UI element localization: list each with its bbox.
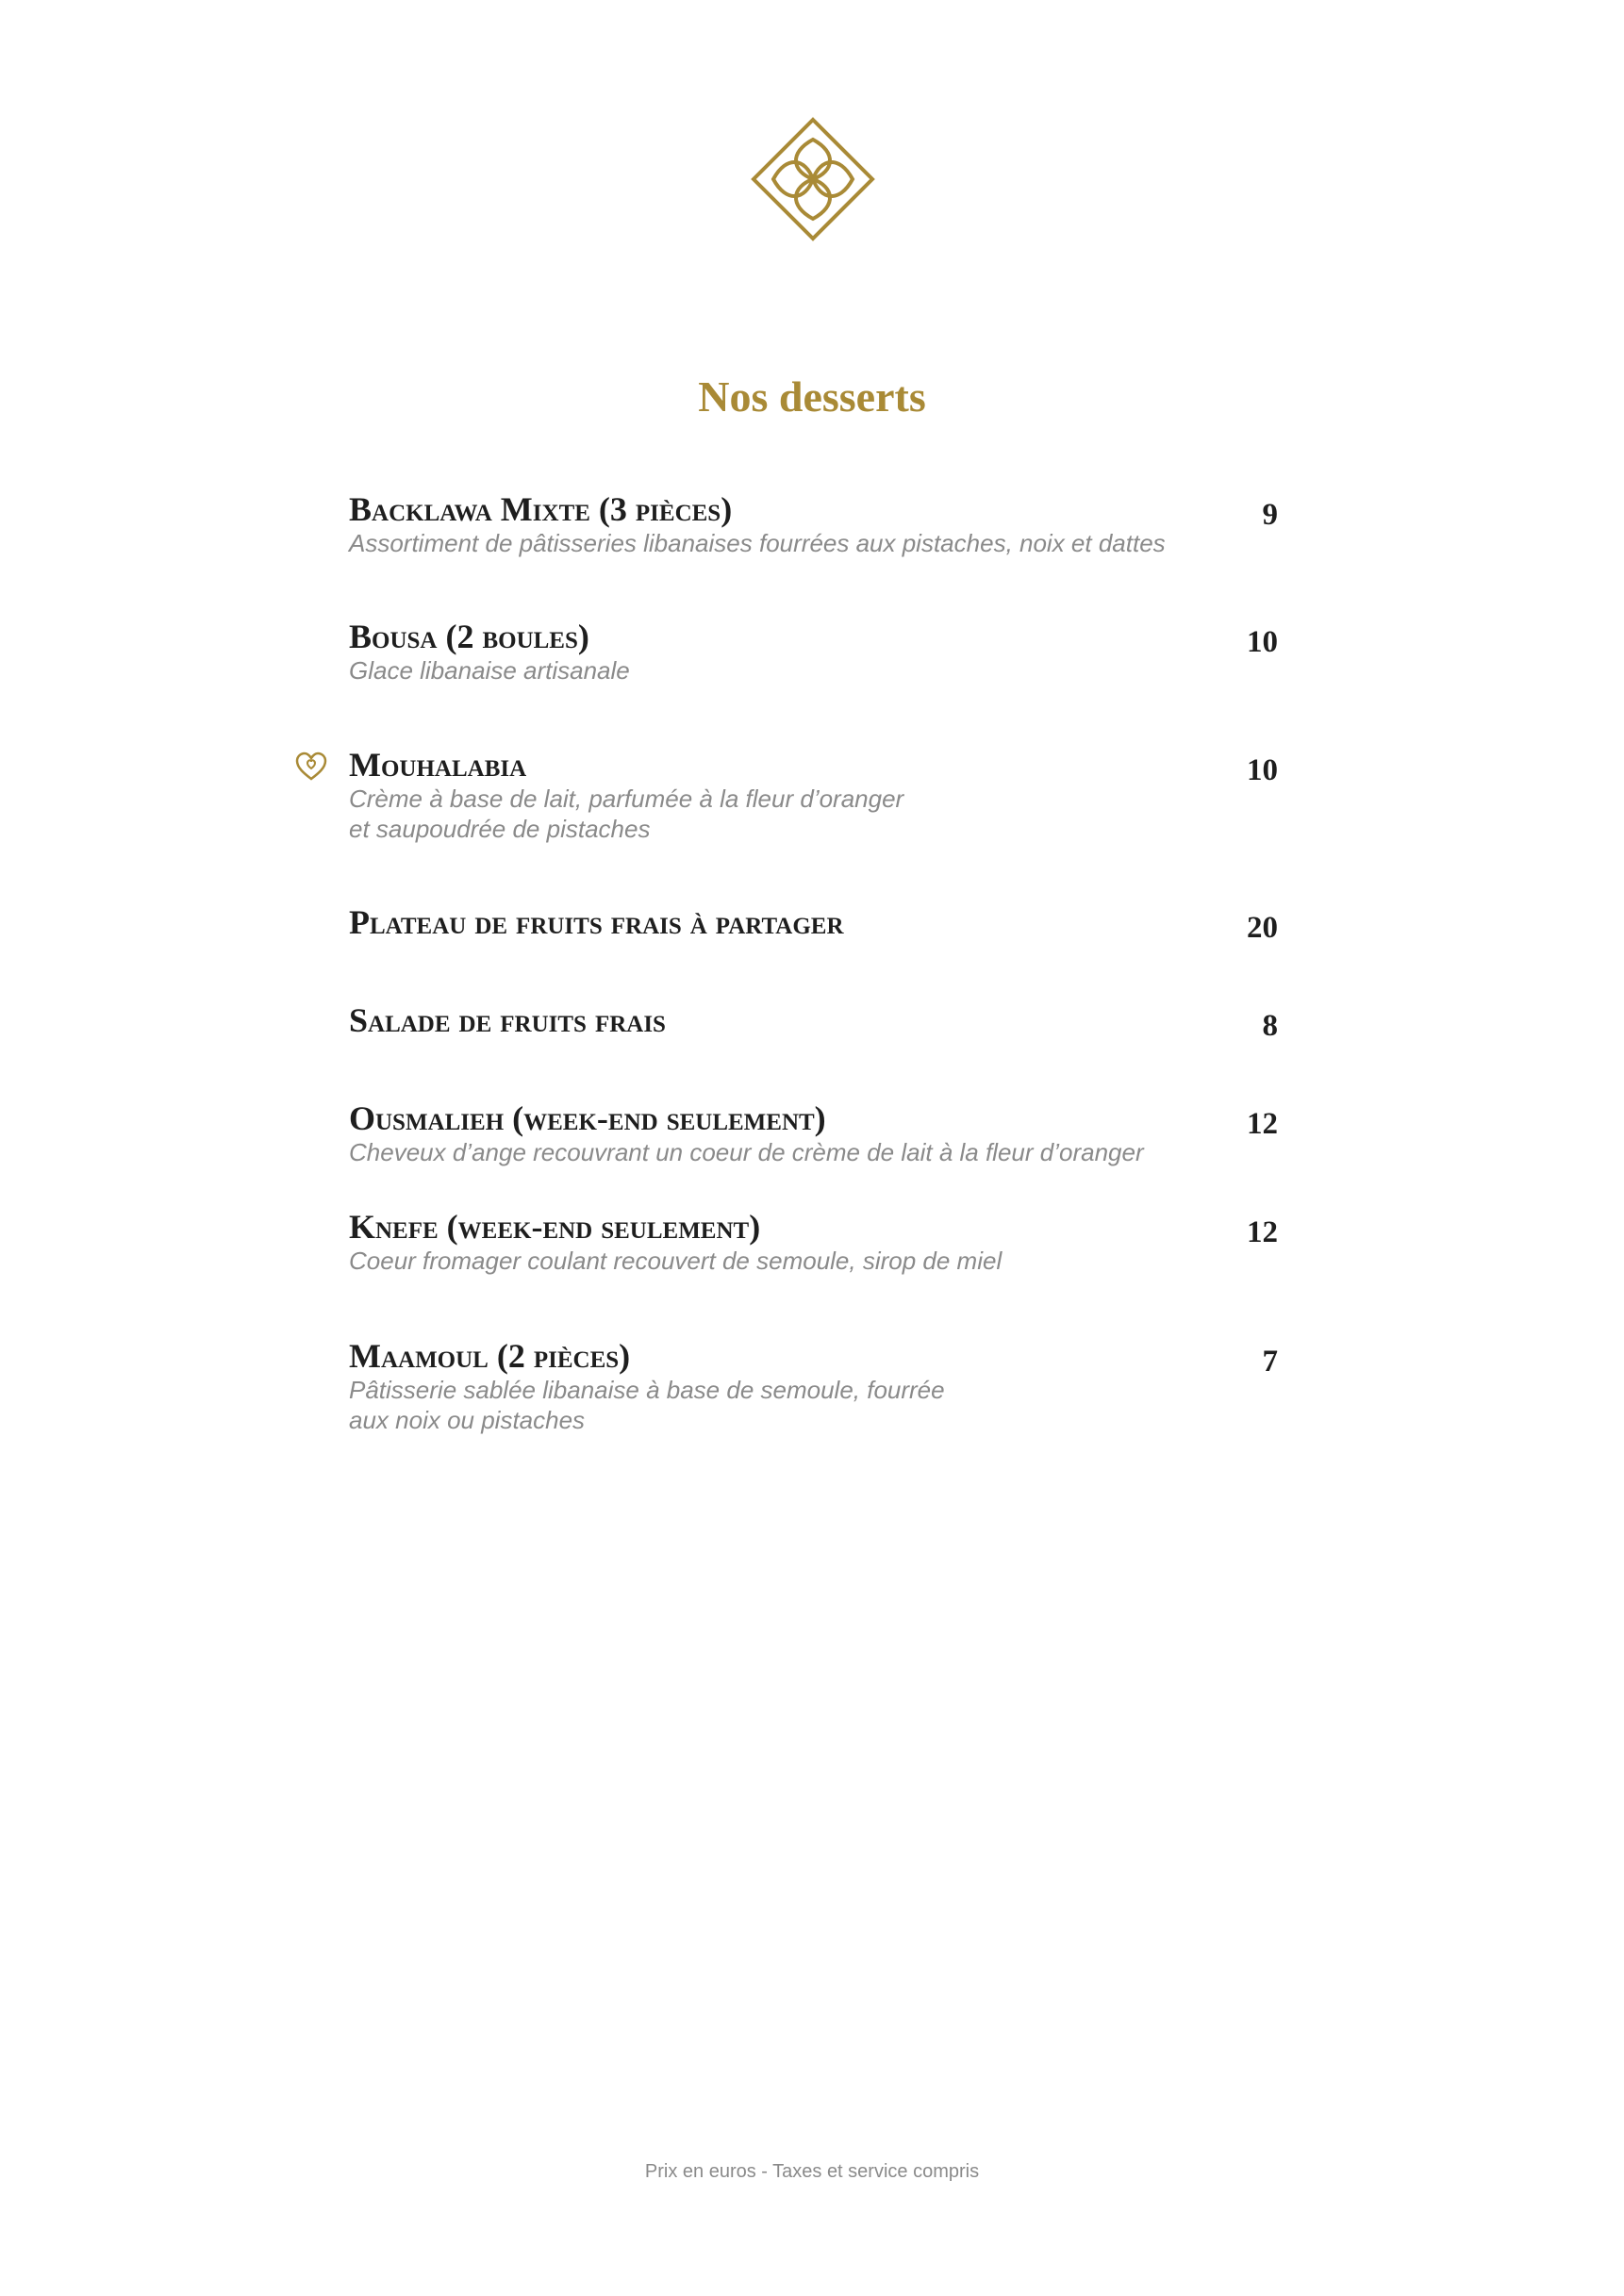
item-description: Coeur fromager coulant recouvert de semoule, sirop de miel <box>349 1247 1003 1275</box>
item-name: Salade de fruits frais <box>349 1001 666 1039</box>
menu-item <box>349 903 1278 945</box>
item-description: Crème à base de lait, parfumée à la fleur d’oranger <box>349 785 904 813</box>
item-description: Assortiment de pâtisseries libanaises fourrées aux pistaches, noix et dattes <box>349 529 1166 557</box>
item-price: 12 <box>1247 1215 1278 1249</box>
item-price: 12 <box>1247 1107 1278 1141</box>
item-price: 20 <box>1247 911 1278 945</box>
item-price: 7 <box>1262 1345 1278 1379</box>
item-price: 8 <box>1262 1009 1278 1043</box>
item-price: 10 <box>1247 625 1278 659</box>
item-name: Mouhalabia <box>349 746 527 784</box>
menu-item <box>349 490 1278 558</box>
menu-item <box>349 618 1278 685</box>
item-name: Ousmalieh (week-end seulement) <box>349 1099 826 1137</box>
footer-note: Prix en euros - Taxes et service compris <box>644 2161 980 2182</box>
item-description: aux noix ou pistaches <box>349 1406 586 1434</box>
item-name: Maamoul (2 pièces) <box>349 1337 631 1375</box>
menu-item <box>349 1337 1278 1435</box>
item-price: 9 <box>1262 498 1278 532</box>
diamond-flower-logo-icon <box>751 117 875 241</box>
heart-icon <box>294 750 328 784</box>
item-description: Pâtisserie sablée libanaise à base de semoule, fourrée <box>349 1376 945 1404</box>
menu-item <box>349 1001 1278 1043</box>
item-description: Glace libanaise artisanale <box>349 656 630 685</box>
menu-item <box>349 746 1278 844</box>
item-name: Bousa (2 boules) <box>349 618 589 655</box>
item-description: et saupoudrée de pistaches <box>349 815 651 843</box>
menu-item <box>349 1208 1278 1276</box>
item-name: Backlawa Mixte (3 pièces) <box>349 490 733 528</box>
item-name: Knefe (week-end seulement) <box>349 1208 761 1246</box>
page-title: Nos desserts <box>698 372 926 421</box>
item-name: Plateau de fruits frais à partager <box>349 903 844 941</box>
item-price: 10 <box>1247 753 1278 787</box>
menu-item <box>349 1099 1278 1167</box>
item-description: Cheveux d’ange recouvrant un coeur de crème de lait à la fleur d’oranger <box>349 1138 1144 1166</box>
